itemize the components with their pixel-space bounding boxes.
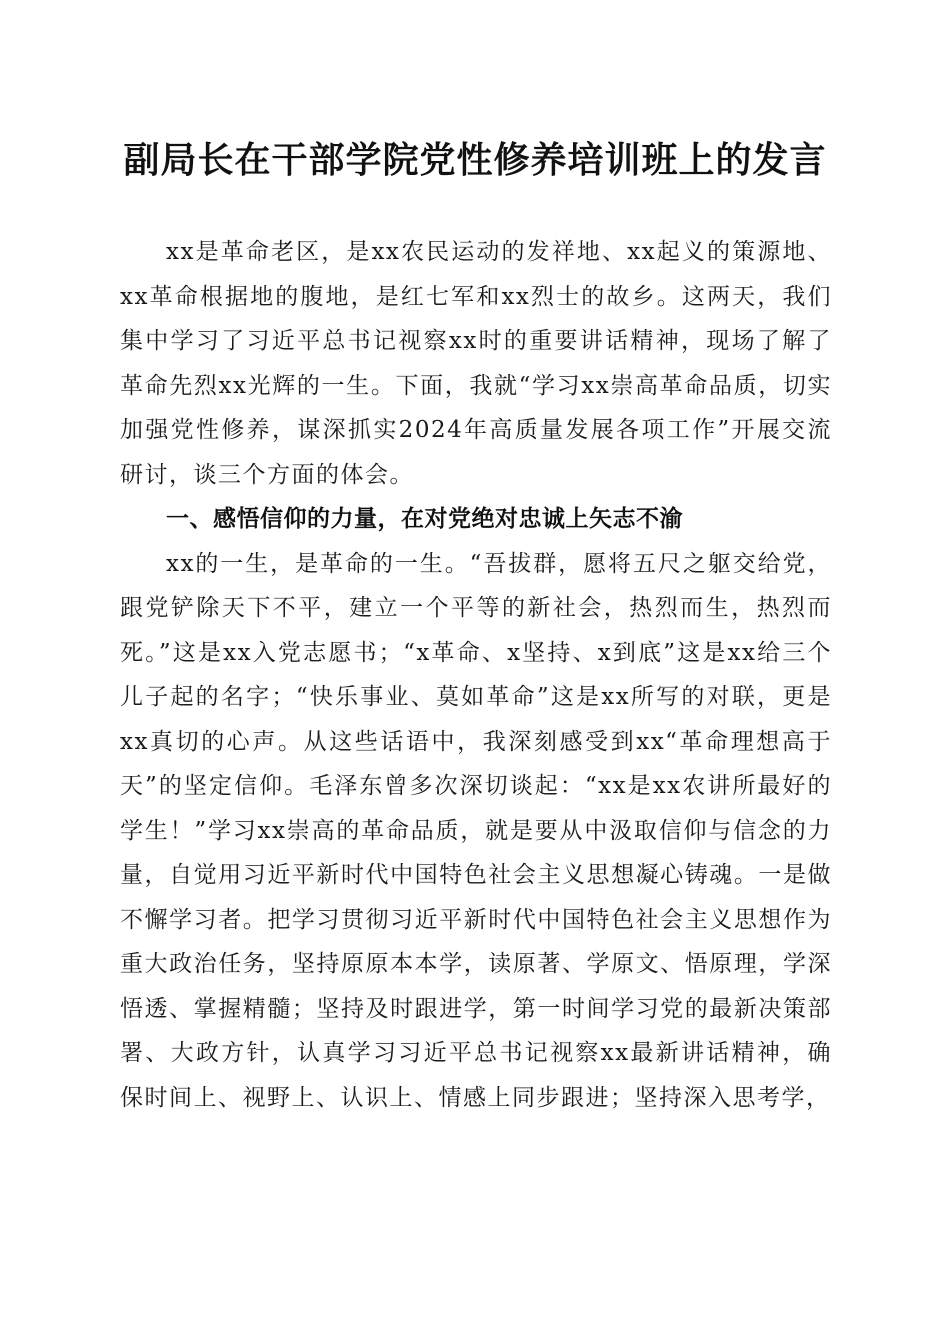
paragraph-section-1: xx的一生，是革命的一生。“吾拔群，愿将五尺之躯交给党，跟党铲除天下不平，建立一个平等的新社会，热烈而生，热烈而死。”这是xx入党志愿书；“x革命、x坚持、x到底”这是xx给三个儿子起的名字；“快乐事业、莫如革命”这是xx所写的对联，更是xx真切的心声。从这些话语中，我深刻感受到xx“革命理想高于天”的坚定信仰。毛泽东曾多次深切谈起：“xx是xx农讲所最好的学生！”学习xx崇高的革命品质，就是要从中汲取信仰与信念的力量，自觉用习近平新时代中国特色社会主义思想凝心铸魂。一是做不懈学习者。把学习贯彻习近平新时代中国特色社会主义思想作为重大政治任务，坚持原原本本学，读原著、学原文、悟原理，学深悟透、掌握精髓；坚持及时跟进学，第一时间学习党的最新决策部署、大政方针，认真学习习近平总书记视察xx最新讲话精神，确保时间上、视野上、认识上、情感上同步跟进；坚持深入思考学， [120, 550, 832, 1111]
section-heading-1: 一、感悟信仰的力量，在对党绝对忠诚上矢志不渝 [166, 506, 683, 532]
paragraph-intro: xx是革命老区，是xx农民运动的发祥地、xx起义的策源地、xx革命根据地的腹地，是红七军和xx烈士的故乡。这两天，我们集中学习了习近平总书记视察xx时的重要讲话精神，现场了解了革命先烈xx光辉的一生。下面，我就“学习xx崇高革命品质，切实加强党性修养，谋深抓实2024年高质量发展各项工作”开展交流研讨，谈三个方面的体会。 [120, 239, 832, 488]
document-body [120, 230, 832, 1120]
document-title: 副局长在干部学院党性修养培训班上的发言 [123, 139, 827, 181]
